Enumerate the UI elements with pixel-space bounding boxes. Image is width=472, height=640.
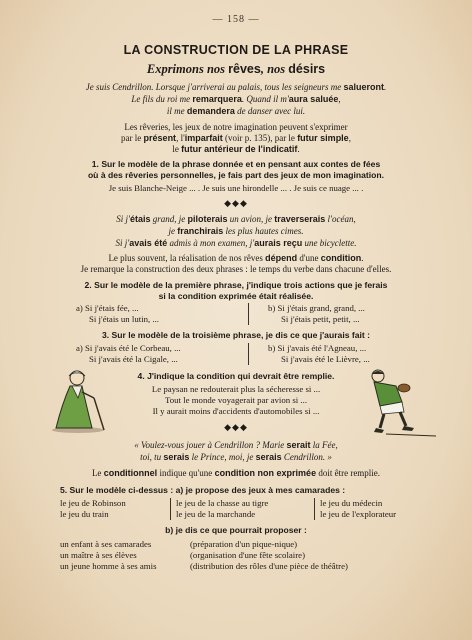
exercise-4-answer: Il y aurait moins d'accidents d'automobiles si ... xyxy=(152,406,320,416)
game-item: le jeu de l'explorateur xyxy=(320,509,397,519)
proposer-topic: (organisation d'une fête scolaire) xyxy=(190,550,306,560)
condition-example: je franchirais les plus hautes cimes. xyxy=(168,226,304,236)
section-subtitle: Exprimons nos rêves, nos désirs xyxy=(146,62,326,76)
explain-line: Les rêveries, les jeux de notre imagination peuvent s'exprimer xyxy=(124,122,348,132)
exercise-1-question: 1. Sur le modèle de la phrase donnée et en pensant aux contes de fées xyxy=(91,159,381,169)
condition-example: Si j'étais grand, je piloterais un avion, je traverserais l'océan, xyxy=(116,214,356,224)
game-item: le jeu du médecin xyxy=(320,498,383,508)
column-divider xyxy=(170,498,171,520)
exercise-2-left: a) Si j'étais fée, ... xyxy=(76,303,139,313)
proposer-item: un maître à ses élèves xyxy=(60,550,137,560)
section-divider: ◆◆◆ xyxy=(224,198,248,208)
proposer-item: un jeune homme à ses amis xyxy=(60,561,157,571)
page-title: LA CONSTRUCTION DE LA PHRASE xyxy=(123,43,349,57)
rule-line: Je remarque la construction des deux phrases : le temps du verbe dans chacune d'elles. xyxy=(80,264,392,274)
game-item: le jeu de Robinson xyxy=(60,498,126,508)
exercise-2-right: Si j'étais petit, petit, ... xyxy=(281,314,360,324)
exercise-5b-question: b) je dis ce que pourrait proposer : xyxy=(165,525,307,535)
exercise-3-question: 3. Sur le modèle de la troisième phrase, je dis ce que j'aurais fait : xyxy=(101,330,371,340)
section-divider: ◆◆◆ xyxy=(224,422,248,432)
exercise-2-question: si la condition exprimée était réalisée. xyxy=(158,291,314,301)
page-number: — 158 — xyxy=(212,14,260,25)
intro-line: il me demandera de danser avec lui. xyxy=(166,106,306,116)
exercise-1-answer: Je suis Blanche-Neige ... . Je suis une hirondelle ... . Je suis ce nuage ... . xyxy=(108,183,364,193)
column-divider xyxy=(314,498,315,520)
dialogue-line: toi, tu serais le Prince, moi, je serais Cendrillon. » xyxy=(140,452,332,462)
intro-line: Le fils du roi me remarquera. Quand il m'aura saluée, xyxy=(131,94,341,104)
exercise-3-left: a) Si j'avais été le Corbeau, ... xyxy=(76,343,181,353)
proposer-topic: (distribution des rôles d'une pièce de théâtre) xyxy=(190,561,348,571)
exercise-2-left: Si j'étais un lutin, ... xyxy=(89,314,160,324)
explain-line: le futur antérieur de l'indicatif. xyxy=(172,144,300,154)
dialogue-line: « Voulez-vous jouer à Cendrillon ? Marie serait la Fée, xyxy=(134,440,338,450)
game-item: le jeu de la chasse au tigre xyxy=(176,498,269,508)
column-divider xyxy=(248,303,249,325)
exercise-4-answer: Le paysan ne redouterait plus la sécheresse si ... xyxy=(151,384,321,394)
exercise-4-answer: Tout le monde voyagerait par avion si ... xyxy=(164,395,308,405)
rule-line: Le plus souvent, la réalisation de nos rêves dépend d'une condition. xyxy=(108,253,364,263)
exercise-5-question: 5. Sur le modèle ci-dessus : a) je propose des jeux à mes camarades : xyxy=(60,485,346,495)
exercise-3-right: Si j'avais été le Lièvre, ... xyxy=(281,354,370,364)
exercise-2-question: 2. Sur le modèle de la première phrase, j'indique trois actions que je ferais xyxy=(84,280,388,290)
exercise-1-question: où à des rêveries personnelles, je fais part des jeux de mon imagination. xyxy=(87,170,385,180)
condition-example: Si j'avais été admis à mon examen, j'aurais reçu une bicyclette. xyxy=(115,238,357,248)
exercise-3-right: b) Si j'avais été l'Agneau, ... xyxy=(268,343,367,353)
exercise-3-left: Si j'avais été la Cigale, ... xyxy=(89,354,178,364)
explain-line: par le présent, l'imparfait (voir p. 135), par le futur simple, xyxy=(121,133,351,143)
game-item: le jeu du train xyxy=(60,509,109,519)
exercise-2-right: b) Si j'étais grand, grand, ... xyxy=(268,303,365,313)
proposer-item: un enfant à ses camarades xyxy=(60,539,152,549)
exercise-4-question: 4. J'indique la condition qui devrait être remplie. xyxy=(137,371,335,381)
intro-line: Je suis Cendrillon. Lorsque j'arriverai au palais, tous les seigneurs me salueront. xyxy=(85,82,387,92)
game-item: le jeu de la marchande xyxy=(176,509,256,519)
proposer-topic: (préparation d'un pique-nique) xyxy=(190,539,298,549)
conditional-rule: Le conditionnel indique qu'une condition non exprimée doit être remplie. xyxy=(91,468,381,478)
column-divider xyxy=(248,343,249,365)
